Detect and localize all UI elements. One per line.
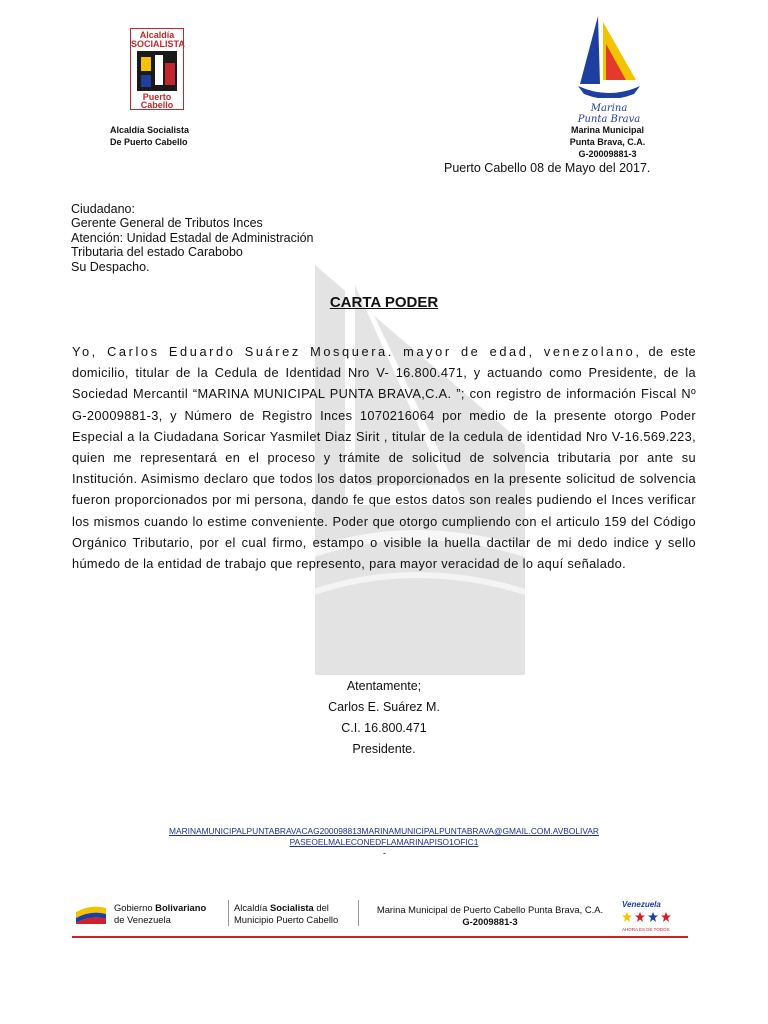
venezuela-logo-text: Venezuela xyxy=(622,900,661,909)
footer-contact-link[interactable] xyxy=(0,826,768,848)
marina-caption-line: Punta Brava, C.A. xyxy=(569,137,646,147)
document-title xyxy=(0,294,768,311)
alcaldia-logo-bottom-text: Puerto Cabello xyxy=(140,92,174,110)
signature-line: Presidente. xyxy=(352,742,416,756)
alcaldia-label xyxy=(234,902,338,926)
signature-line: C.I. 16.800.471 xyxy=(341,721,427,735)
alcaldia-caption-line: De Puerto Cabello xyxy=(110,137,188,147)
marina-label-code: G-2009881-3 xyxy=(462,916,518,927)
footer-red-rule xyxy=(72,936,688,938)
marina-caption-line: G-20009881-3 xyxy=(578,149,637,159)
letter-date: Puerto Cabello 08 de Mayo del 2017. xyxy=(444,161,651,175)
marina-caption-line: Marina Municipal xyxy=(570,125,644,135)
stars-icon xyxy=(622,912,674,922)
marina-caption xyxy=(560,124,655,160)
footer-divider xyxy=(228,900,229,926)
alcaldia-label-part: del xyxy=(313,902,329,913)
recipient-line: Atención: Unidad Estadal de Administración xyxy=(71,230,314,245)
footer-link-line[interactable]: PASEOELMALECONEDFLAMARINAPISO1OFIC1 xyxy=(289,837,479,847)
gov-label-bold: Bolivariano xyxy=(155,902,207,913)
alcaldia-label-part: Municipio Puerto Cabello xyxy=(234,914,339,925)
venezuela-logo xyxy=(622,900,674,932)
footer-dash: - xyxy=(383,848,386,858)
alcaldia-caption xyxy=(110,124,189,148)
body-first-line: Yo, Carlos Eduardo Suárez Mosquera. mayor de edad, venezolano, xyxy=(72,344,642,359)
alcaldia-caption-line: Alcaldía Socialista xyxy=(110,125,190,135)
recipient-line: Su Despacho. xyxy=(71,259,150,274)
marina-label xyxy=(364,904,616,928)
gov-label-part: Gobierno xyxy=(114,902,156,913)
alcaldia-label-bold: Socialista xyxy=(269,902,314,913)
signature-line: Carlos E. Suárez M. xyxy=(328,700,440,714)
venezuela-logo-sub: AHORA ES DE TODOS xyxy=(622,927,670,932)
body-rest: de este domicilio, titular de la Cedula de Identidad Nro V- 16.800.471, y actuando como Presidente, de la Sociedad Mercantil “MARINA MUNICIPAL PUNTA BRAVA,C.A. ”; con registro de información Fiscal Nº G-20009881-3, y Número de Registro Inces 1070216064 por medio de la presente otorgo Poder Especial a la Ciudadana Soricar Yasmilet Diaz Sirit , titular de la cedula de identidad Nro V-16.569.223, quien me representará en el proceso y trámite de solicitud de solvencia tributaria por ante su Institución. Asimismo declaro que todos los datos proporcionados en la presente solicitud de solvencia fueron proporcionados por mi persona, dando fe que estos datos son reales pudiendo el Inces verificar los mismos cuando lo estime conveniente. Poder que otorgo cumpliendo con el articulo 159 del Código Orgánico Tributario, por el cual firmo, estampo o visible la huella dactilar de mi dedo indice y sello húmedo de la entidad de trabajo que represento, para mayor veracidad de lo aquí señalado. xyxy=(72,344,696,572)
recipient-line: Tributaria del estado Carabobo xyxy=(71,245,243,260)
venezuela-flag-icon xyxy=(76,904,106,924)
alcaldia-logo-top-text: Alcaldía SOCIALISTA xyxy=(131,30,185,49)
marina-logo-text: Marina Punta Brava xyxy=(577,103,641,125)
marina-logo xyxy=(576,14,642,125)
document-title-text: CARTA PODER xyxy=(329,294,439,311)
alcaldia-logo xyxy=(130,28,184,110)
recipient-block xyxy=(71,202,314,274)
recipient-line: Gerente General de Tributos Inces xyxy=(71,216,263,231)
signature-block xyxy=(0,676,768,760)
footer-link-line[interactable]: MARINAMUNICIPALPUNTABRAVACAG200098813MARINAMUNICIPALPUNTABRAVA@GMAIL.COM.AVBOLIVAR xyxy=(169,826,599,836)
footer-divider xyxy=(358,900,359,926)
marina-label-line: Marina Municipal de Puerto Cabello Punta Brava, C.A. xyxy=(376,904,604,915)
recipient-line: Ciudadano: xyxy=(71,202,135,216)
gov-label xyxy=(114,902,206,926)
gov-label-part: de Venezuela xyxy=(114,914,171,925)
sailboat-icon xyxy=(576,14,642,98)
footer-institutions-bar xyxy=(72,894,692,938)
signature-line: Atentamente; xyxy=(346,679,422,693)
letter-body xyxy=(72,341,696,574)
building-icon xyxy=(137,51,177,91)
alcaldia-label-part: Alcaldía xyxy=(234,902,270,913)
